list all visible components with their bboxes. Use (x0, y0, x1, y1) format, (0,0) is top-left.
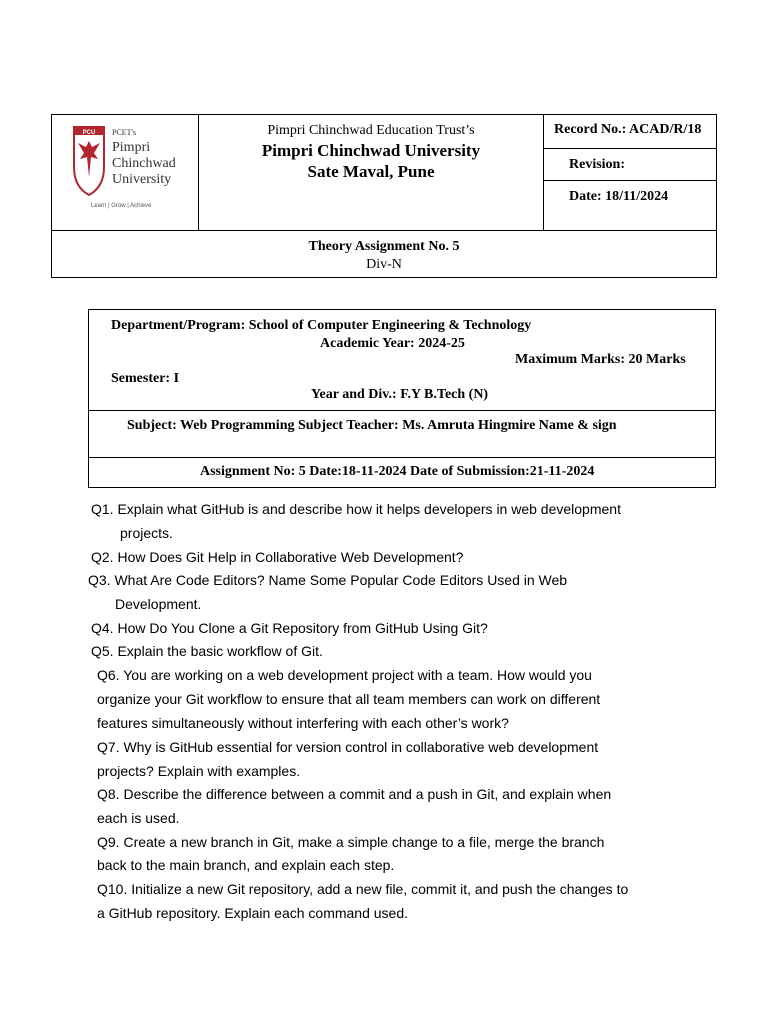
question-line: projects. (120, 525, 173, 541)
logo-line4: University (112, 172, 172, 187)
question-line: Development. (115, 596, 202, 612)
header-table (51, 114, 717, 278)
year-div: Year and Div.: F.Y B.Tech (N) (311, 387, 489, 402)
question-line: projects? Explain with examples. (97, 763, 301, 779)
trust-name: Pimpri Chinchwad Education Trust’s (267, 123, 475, 138)
university-cell (199, 115, 544, 230)
logo-line3: Chinchwad (112, 156, 176, 171)
question-line: Q9. Create a new branch in Git, make a simple change to a file, merge the branch (97, 834, 605, 850)
question-line: Q6. You are working on a web development project with a team. How would you (97, 667, 592, 683)
logo-tagline: Learn | Grow | Achieve (91, 203, 152, 209)
revision (544, 149, 716, 181)
subject-line: Subject: Web Programming Subject Teacher: Ms. Amruta Hingmire Name & sign (127, 418, 617, 433)
division: Div-N (366, 257, 402, 272)
assignment-title: Theory Assignment No. 5 (308, 239, 460, 254)
semester: Semester: I (111, 371, 180, 386)
record-number-text: Record No.: ACAD/R/18 (554, 122, 702, 137)
logo-cell (52, 115, 199, 230)
logo-badge: PCU (82, 130, 96, 136)
record-date (544, 181, 716, 230)
record-cell (544, 115, 716, 230)
question-line: Q5. Explain the basic workflow of Git. (91, 643, 323, 659)
question-line: Q2. How Does Git Help in Collaborative Web Development? (91, 549, 464, 565)
revision-text: Revision: (569, 157, 625, 172)
question-line: features simultaneously without interfering with each other’s work? (97, 715, 509, 731)
question-line: Q3. What Are Code Editors? Name Some Popular Code Editors Used in Web (88, 572, 568, 588)
university-location: Sate Maval, Pune (307, 162, 435, 181)
question-line: a GitHub repository. Explain each command used. (97, 905, 409, 921)
university-name: Pimpri Chinchwad University (261, 141, 481, 160)
question-line: organize your Git workflow to ensure that all team members can work on different (97, 691, 601, 707)
academic-year: Academic Year: 2024-25 (320, 336, 465, 351)
question-line: Q10. Initialize a new Git repository, add a new file, commit it, and push the changes to (97, 881, 629, 897)
assignment-row-extension (88, 457, 716, 488)
assignment-title-cell (52, 230, 716, 278)
question-line: Q8. Describe the difference between a commit and a push in Git, and explain when (97, 786, 612, 802)
logo-line2: Pimpri (112, 140, 151, 155)
assignment-line: Assignment No: 5 Date:18-11-2024 Date of Submission:21-11-2024 (200, 464, 595, 479)
question-line: Q4. How Do You Clone a Git Repository from GitHub Using Git? (91, 620, 488, 636)
question-line: each is used. (97, 810, 180, 826)
record-date-text: Date: 18/11/2024 (569, 189, 669, 204)
row-divider (89, 410, 715, 411)
question-line: Q1. Explain what GitHub is and describe how it helps developers in web development (91, 501, 621, 517)
department: Department/Program: School of Computer Engineering & Technology (111, 318, 532, 333)
question-line: back to the main branch, and explain each step. (97, 857, 395, 873)
max-marks: Maximum Marks: 20 Marks (515, 352, 686, 367)
logo-line1: PCET's (112, 128, 137, 137)
question-line: Q7. Why is GitHub essential for version control in collaborative web development (97, 739, 599, 755)
record-number (544, 115, 716, 149)
university-logo (52, 115, 198, 230)
